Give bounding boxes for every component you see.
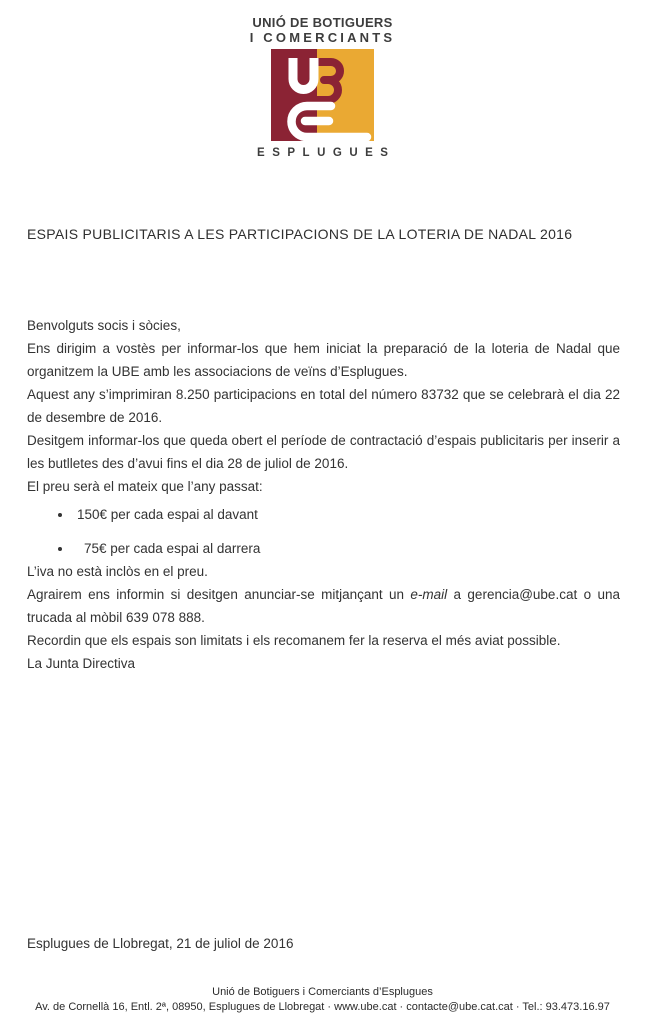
paragraph-participacions: Aquest any s’imprimiran 8.250 participacions en total del número 83732 que se celebrarà el dia 22 de desembre de 2016. — [27, 387, 620, 425]
document-title: ESPAIS PUBLICITARIS A LES PARTICIPACIONS DE LA LOTERIA DE NADAL 2016 — [27, 226, 573, 242]
text-run: a gerencia@ube.cat o una trucada al mòbil 639 078 888. — [27, 587, 620, 625]
text-run: Agrairem ens informin si desitgen anunciar-se mitjançant un — [27, 587, 411, 602]
logo-city-label: ESPLUGUES — [257, 147, 396, 159]
page-footer — [0, 985, 645, 1015]
price-list-item — [73, 503, 620, 526]
email-paragraph — [27, 583, 620, 629]
footer-address-line: Av. de Cornellà 16, Entl. 2ª, 08950, Esplugues de Llobregat · www.ube.cat · contacte@ube.cat.cat · Tel.: 93.473.16.97 — [35, 1001, 610, 1013]
org-name-line1: UNIÓ DE BOTIGUERS — [252, 15, 393, 30]
org-name-line2: I COMERCIANTS — [249, 30, 396, 45]
iva-note: L’iva no està inclòs en el preu. — [27, 564, 208, 579]
ube-logo — [271, 49, 374, 141]
italic-text-run: e-mail — [410, 587, 448, 602]
price-list-item — [73, 537, 620, 560]
greeting: Benvolguts socis i sòcies, — [27, 318, 181, 333]
letter-body — [27, 226, 620, 675]
price-list-item-text: 75€ per cada espai al darrera — [84, 541, 261, 556]
price-list — [27, 503, 620, 560]
paragraph-periode-contractacio: Desitgem informar-los que queda obert el període de contractació d’espais publicitaris per inserir a les butlletes des d’avui fins el dia 28 de juliol de 2016. — [27, 433, 620, 471]
footer-org-line: Unió de Botiguers i Comerciants d’Esplugues — [212, 986, 433, 998]
closing-note: Recordin que els espais son limitats i els recomanem fer la reserva el més aviat possible. — [27, 633, 561, 648]
signature: La Junta Directiva — [27, 656, 136, 671]
letterhead — [0, 0, 645, 160]
price-list-item-text: 150€ per cada espai al davant — [77, 507, 258, 522]
dateline: Esplugues de Llobregat, 21 de juliol de 2016 — [27, 936, 294, 951]
paragraph-intro-loteria: Ens dirigim a vostès per informar-los que hem iniciat la preparació de la loteria de Nadal que organitzem la UBE amb les associacions de veïns d’Esplugues. — [27, 341, 620, 379]
price-intro: El preu serà el mateix que l’any passat: — [27, 479, 263, 494]
